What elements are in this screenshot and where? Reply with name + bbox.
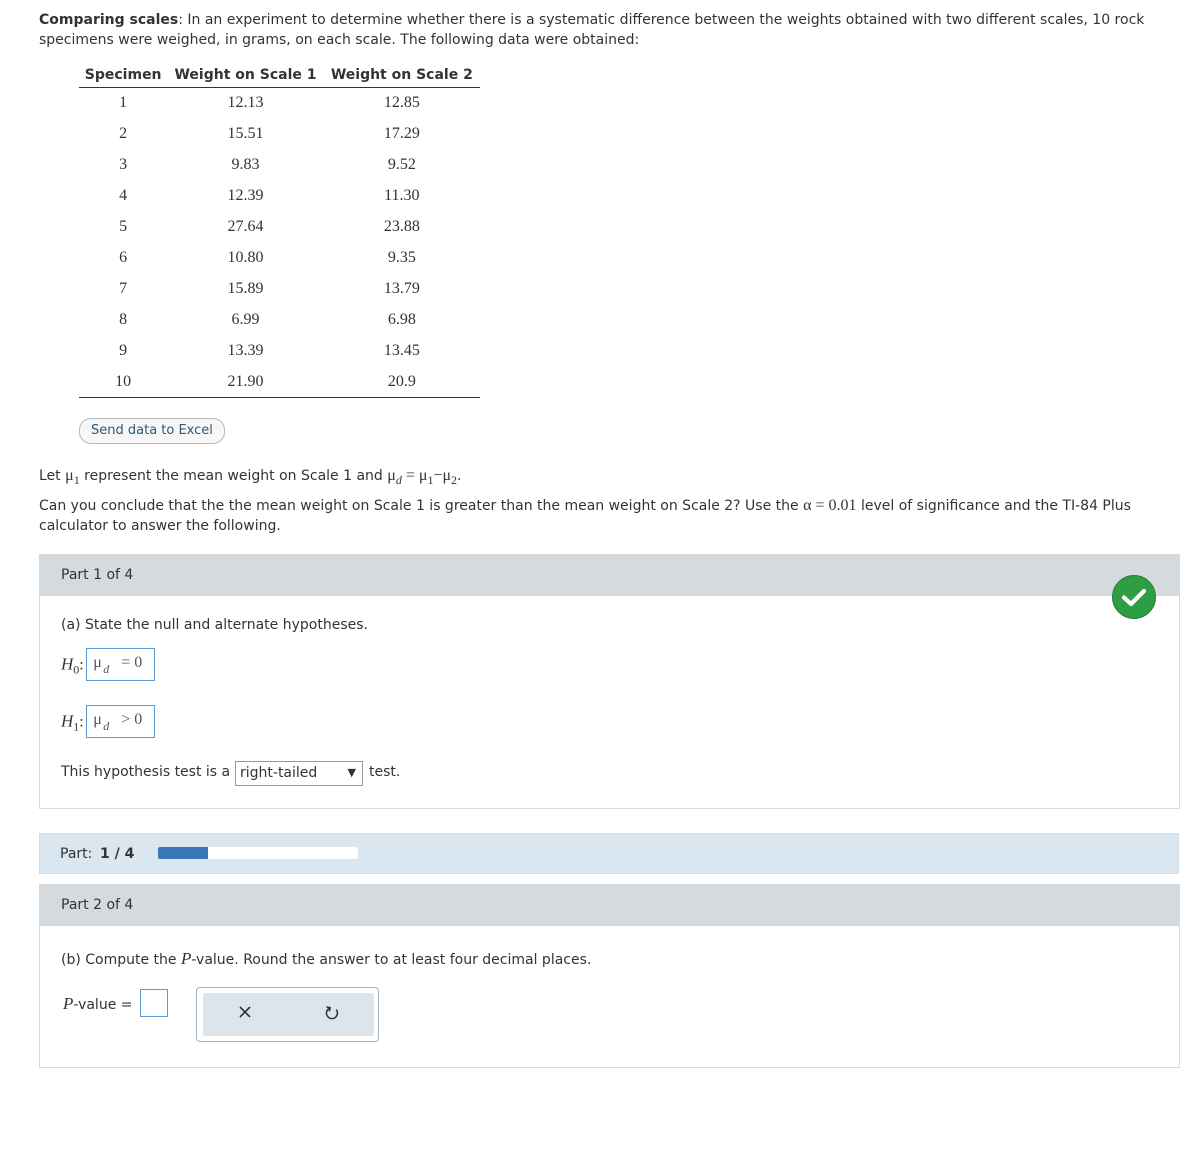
- subscript: 1: [427, 472, 434, 487]
- null-hypothesis-answer-box[interactable]: [86, 648, 155, 681]
- test-type-suffix: test.: [369, 764, 401, 780]
- cell-scale1: 27.64: [227, 217, 264, 235]
- cell-scale1: 12.39: [227, 186, 264, 204]
- definition-text: represent the mean weight on Scale 1 and: [79, 468, 388, 484]
- cell-scale2: 12.85: [383, 94, 420, 111]
- alternate-hypothesis: [61, 706, 155, 742]
- progress-value: 1 / 4: [100, 846, 135, 862]
- prompt-text: -value. Round the answer to at least four decimal places.: [191, 952, 592, 968]
- cell-specimen: 7: [119, 279, 128, 297]
- equals-sign: =: [811, 497, 829, 514]
- mu-symbol: μ: [93, 711, 102, 728]
- period: .: [457, 468, 462, 484]
- cell-specimen: 6: [119, 248, 128, 266]
- send-to-excel-button[interactable]: Send data to Excel: [79, 418, 225, 444]
- question-part: level of significance and the TI-84 Plus calculator to answer the following.: [39, 498, 1131, 534]
- problem-text: : In an experiment to determine whether there is a systematic difference between the weights obtained with two different scales, 10 rock specimens were weighed, in grams, on each scale. The following data were obtained:: [39, 12, 1145, 48]
- close-icon[interactable]: [237, 1004, 253, 1024]
- prompt-text: (b) Compute the: [61, 952, 181, 968]
- table-row: [79, 149, 480, 180]
- part2-header: Part 2 of 4: [40, 885, 1179, 926]
- relation: = 0: [121, 654, 143, 671]
- cell-scale1: 15.89: [227, 279, 264, 297]
- definition-text: Let: [39, 468, 66, 484]
- p-symbol: P: [180, 949, 192, 968]
- p-symbol: P: [63, 994, 74, 1013]
- problem-title: Comparing scales: [39, 12, 179, 28]
- test-type-selected-value: right-tailed: [240, 765, 318, 781]
- equals-sign: =: [401, 467, 419, 484]
- pvalue-label: [63, 994, 133, 1014]
- cell-scale2: 13.45: [383, 341, 420, 359]
- part1-header: Part 1 of 4: [40, 555, 1179, 596]
- subscript: d: [103, 662, 110, 676]
- progress-bar-fill: [158, 847, 208, 859]
- test-type-select[interactable]: [235, 761, 363, 786]
- data-table: [79, 62, 480, 398]
- h-symbol: H: [61, 654, 74, 674]
- check-circle-icon: [1112, 575, 1156, 619]
- table-header-row: [79, 62, 480, 88]
- cell-scale2: 17.29: [383, 124, 420, 142]
- mu-symbol: μ: [65, 467, 74, 484]
- test-type-prefix: This hypothesis test is a: [61, 764, 231, 780]
- pvalue-label-text: -value =: [73, 997, 133, 1013]
- table-row: [79, 273, 480, 304]
- question-text: [39, 496, 1169, 536]
- cell-scale2: 9.35: [387, 248, 416, 266]
- cell-specimen: 9: [119, 341, 128, 359]
- mu-symbol: μ: [442, 467, 452, 484]
- relation: > 0: [121, 711, 143, 728]
- cell-scale2: 6.98: [387, 310, 416, 328]
- progress-label: Part:: [60, 846, 93, 862]
- table-row: [79, 335, 480, 366]
- table-row: [79, 242, 480, 273]
- subscript: 1: [73, 472, 80, 487]
- cell-scale1: 13.39: [227, 341, 264, 359]
- colon: :: [79, 713, 84, 731]
- colon: :: [79, 656, 84, 674]
- definition-line: [39, 466, 462, 490]
- cell-scale1: 9.83: [231, 155, 260, 173]
- column-header-specimen: Specimen: [79, 62, 167, 88]
- subscript: 2: [451, 472, 458, 487]
- progress-bar: [158, 847, 358, 859]
- table-row: [79, 180, 480, 211]
- cell-specimen: 10: [79, 366, 167, 398]
- answer-toolbox: [196, 987, 379, 1042]
- cell-scale2: 23.88: [383, 217, 420, 235]
- cell-scale1: 10.80: [227, 248, 264, 266]
- table-row: [79, 88, 480, 119]
- table-row: [79, 366, 480, 398]
- cell-scale2: 11.30: [384, 186, 420, 204]
- cell-scale2: 13.79: [383, 279, 420, 297]
- cell-scale1: 21.90: [167, 366, 323, 398]
- column-header-scale2: Weight on Scale 2: [324, 62, 480, 88]
- cell-scale2: 20.9: [324, 366, 480, 398]
- cell-scale1: 15.51: [227, 124, 264, 142]
- part2-prompt: [61, 949, 591, 969]
- cell-scale1: 6.99: [231, 310, 260, 328]
- part1-prompt: (a) State the null and alternate hypotheses.: [61, 617, 368, 633]
- progress-row: [39, 833, 1179, 874]
- mu-symbol: μ: [93, 654, 102, 671]
- toolbox-bar: [203, 993, 374, 1036]
- subscript: 1: [73, 719, 80, 734]
- subscript: d: [103, 719, 110, 733]
- table-row: [79, 118, 480, 149]
- cell-scale2: 9.52: [387, 155, 416, 173]
- table-row: [79, 211, 480, 242]
- null-hypothesis: [61, 649, 155, 685]
- h-symbol: H: [61, 711, 74, 731]
- problem-intro: [39, 10, 1169, 50]
- part1-card: [39, 554, 1180, 809]
- cell-specimen: 1: [119, 94, 128, 111]
- cell-specimen: 8: [119, 310, 128, 328]
- alternate-hypothesis-answer-box[interactable]: [86, 705, 155, 738]
- question-part: Can you conclude that the the mean weight on Scale 1 is greater than the mean weight on Scale 2? Use the: [39, 498, 804, 514]
- pvalue-input[interactable]: [140, 989, 168, 1017]
- column-header-scale1: Weight on Scale 1: [167, 62, 323, 88]
- caret-down-icon: ▼: [347, 766, 356, 779]
- cell-specimen: 5: [119, 217, 128, 235]
- cell-specimen: 2: [119, 124, 128, 142]
- subscript: d: [395, 472, 402, 487]
- subscript: 0: [73, 662, 80, 677]
- cell-scale1: 12.13: [227, 94, 264, 111]
- alpha-symbol: α: [803, 497, 812, 514]
- minus-sign: −: [433, 467, 443, 484]
- undo-icon[interactable]: [324, 1004, 340, 1025]
- table-row: [79, 304, 480, 335]
- mu-symbol: μ: [387, 467, 396, 484]
- alpha-value: 0.01: [828, 497, 857, 514]
- mu-symbol: μ: [418, 467, 428, 484]
- cell-specimen: 3: [119, 155, 128, 173]
- cell-specimen: 4: [119, 186, 128, 204]
